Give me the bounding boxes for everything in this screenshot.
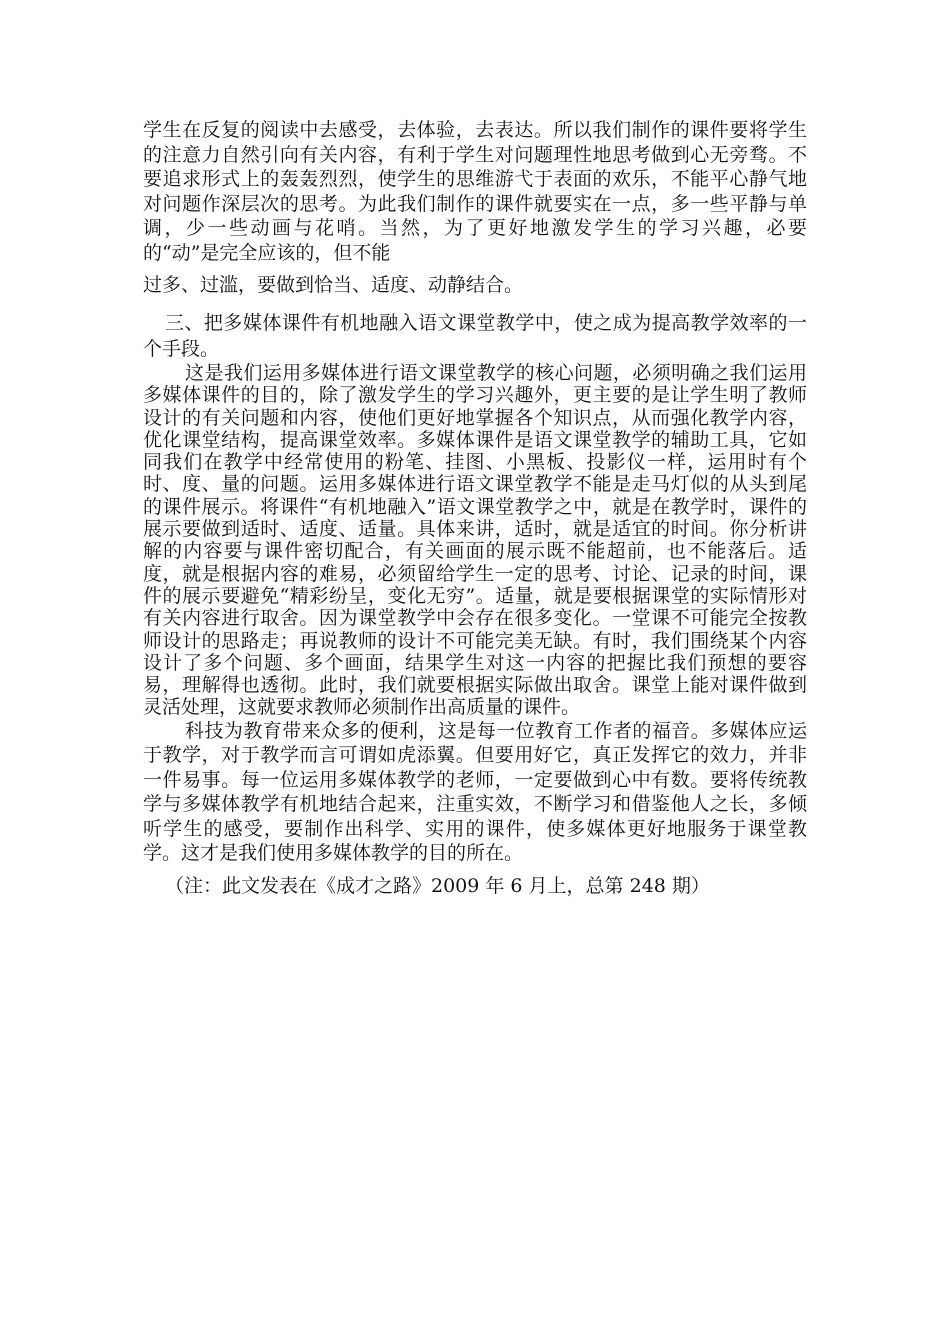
paragraph-1-end: 过多、过滥，要做到恰当、适度、动静结合。 <box>143 274 524 296</box>
section-heading: 三、把多媒体课件有机地融入语文课堂教学中，使之成为提高教学效率的一个手段。 <box>143 312 807 360</box>
document-body <box>143 118 807 898</box>
paragraph-2: 这是我们运用多媒体进行语文课堂教学的核心问题，必须明确之我们运用多媒体课件的目的，除了激发学生的学习兴趣外，更主要的是让学生明了教师设计的有关问题和内容，使他们更好地掌握各个知识点，从而强化教学内容，优化课堂结构，提高课堂效率。多媒体课件是语文课堂教学的辅助工具，它如同我们在教学中经常使用的粉笔、挂图、小黑板、投影仪一样，运用时有个时、度、量的问题。运用多媒体进行语文课堂教学不能是走马灯似的从头到尾的课件展示。将课件“有机地融入”语文课堂教学之中，就是在教学时，课件的展示要做到适时、适度、适量。具体来讲，适时，就是适宜的时间。你分析讲解的内容要与课件密切配合，有关画面的展示既不能超前，也不能落后。适度，就是根据内容的难易，必须留给学生一定的思考、讨论、记录的时间，课件的展示要避免“精彩纷呈，变化无穷”。适量，就是要根据课堂的实际情形对有关内容进行取舍。因为课堂教学中会存在很多变化。一堂课不可能完全按教师设计的思路走；再说教师的设计不可能完美无缺。有时，我们围绕某个内容设计了多个问题、多个画面，结果学生对这一内容的把握比我们预想的要容易，理解得也透彻。此时，我们就要根据实际做出取舍。课堂上能对课件做到灵活处理，这就要求教师必须制作出高质量的课件。 <box>143 362 807 719</box>
paragraph-3: 科技为教育带来众多的便利，这是每一位教育工作者的福音。多媒体应运于教学，对于教学而言可谓如虎添翼。但要用好它，真正发挥它的效力，并非一件易事。每一位运用多媒体教学的老师，一定要做到心中有数。要将传统教学与多媒体教学有机地结合起来，注重实效，不断学习和借鉴他人之长，多倾听学生的感受，要制作出科学、实用的课件，使多媒体更好地服务于课堂教学。这才是我们使用多媒体教学的目的所在。 <box>143 719 807 865</box>
publication-note: （注：此文发表在《成才之路》2009 年 6 月上，总第 248 期） <box>165 874 710 897</box>
paragraph-1: 学生在反复的阅读中去感受，去体验，去表达。所以我们制作的课件要将学生的注意力自然引向有关内容，有利于学生对问题理性地思考做到心无旁骛。不要追求形式上的轰轰烈烈，使学生的思维游弋于表面的欢乐，不能平心静气地对问题作深层次的思考。为此我们制作的课件就要实在一点，多一些平静与单调，少一些动画与花哨。当然，为了更好地激发学生的学习兴趣，必要的“动”是完全应该的，但不能 <box>143 119 807 264</box>
